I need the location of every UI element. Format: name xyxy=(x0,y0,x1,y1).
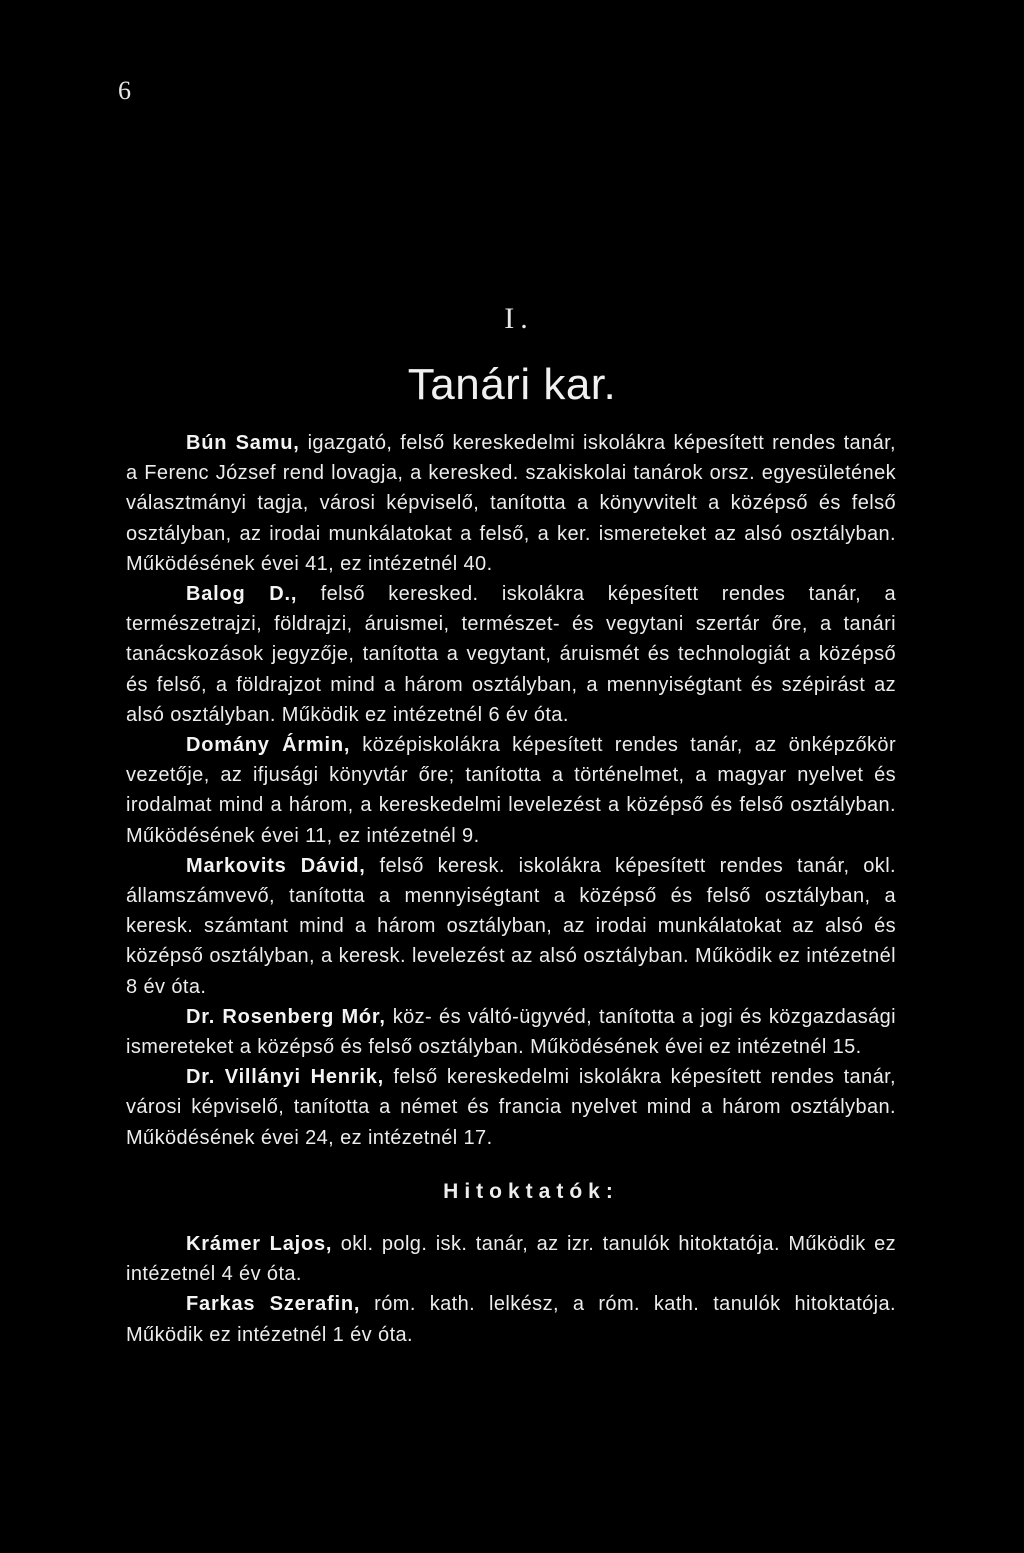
teacher-description: köz- és váltó-ügyvéd, tanította a jogi és közgazdasági ismereteket a középső és felső osztályban. Működésének évei ez intézetnél 15. xyxy=(126,1005,896,1059)
teacher-name: Markovits Dávid, xyxy=(186,854,366,877)
teacher-description: felső keresk. iskolákra képesített rendes tanár, okl. államszámvevő, tanította a mennyiségtant a középső és felső osztályban, a keresk. számtant mind a három osztályban, az irodai munkálatokat az alsó és középső osztályban, a keresk. levelezést az alsó osztályban. Működik ez intézetnél 8 év óta. xyxy=(126,854,897,998)
teacher-entry xyxy=(126,579,896,730)
teacher-description: igazgató, felső kereskedelmi iskolákra képesített rendes tanár, a Ferenc József rend lovagja, a keresked. szakiskolai tanárok orsz. egyesületének választmányi tagja, városi képviselő, tanította a könyvvitelt a középső és felső osztályban, az irodai munkálatokat a felső, a ker. ismereteket az alsó osztályban. Működésének évei 41, ez intézetnél 40. xyxy=(126,432,897,575)
teacher-entry xyxy=(126,1062,896,1153)
teacher-description: középiskolákra képesített rendes tanár, az önképzőkör vezetője, az ifjusági könyvtár őre; tanította a történelmet, a magyar nyelvet és irodalmat mind a három, a kereskedelmi levelezést a középső és felső osztályban. Működésének évei 11, ez intézetnél 9. xyxy=(126,734,896,847)
teacher-entry xyxy=(126,730,896,851)
religion-teachers-heading: Hitoktatók: xyxy=(443,1179,619,1203)
teacher-name: Farkas Szerafin, xyxy=(186,1293,361,1316)
section-number: I. xyxy=(504,302,534,335)
teacher-entry xyxy=(126,851,896,1002)
teacher-description: róm. kath. lelkész, a róm. kath. tanulók hitoktatója. Működik ez intézetnél 1 év óta. xyxy=(126,1293,896,1346)
teacher-name: Krámer Lajos, xyxy=(186,1233,333,1256)
teacher-name: Balog D., xyxy=(186,583,298,606)
teacher-description: okl. polg. isk. tanár, az izr. tanulók hitoktatója. Működik ez intézetnél 4 év óta. xyxy=(126,1233,896,1286)
teacher-name: Bún Samu, xyxy=(186,432,300,454)
page-number: 6 xyxy=(118,76,131,105)
religion-teacher-entry xyxy=(126,1229,896,1289)
teacher-name: Dr. Rosenberg Mór, xyxy=(186,1005,386,1028)
document-body xyxy=(126,428,896,1350)
teacher-description: felső kereskedelmi iskolákra képesített rendes tanár, városi képviselő, tanította a német és francia nyelvet mind a három osztályban. Működésének évei 24, ez intézetnél 17. xyxy=(126,1066,897,1149)
page-title: Tanári kar. xyxy=(407,360,617,409)
teacher-description: felső keresked. iskolákra képesített rendes tanár, a természetrajzi, földrajzi, áruismei, természet- és vegytani szertár őre, a tanári tanácskozások jegyzője, tanította a vegytant, áruismét és technologiát a középső és felső, a földrajzot mind a három osztályban, a mennyiségtant és szépirást az alsó osztályban. Működik ez intézetnél 6 év óta. xyxy=(126,583,896,726)
teacher-name: Dr. Villányi Henrik, xyxy=(186,1066,384,1089)
teacher-entry xyxy=(126,1002,896,1062)
teacher-entry xyxy=(126,428,896,579)
teacher-name: Domány Ármin, xyxy=(186,734,351,757)
religion-teacher-entry xyxy=(126,1289,896,1349)
